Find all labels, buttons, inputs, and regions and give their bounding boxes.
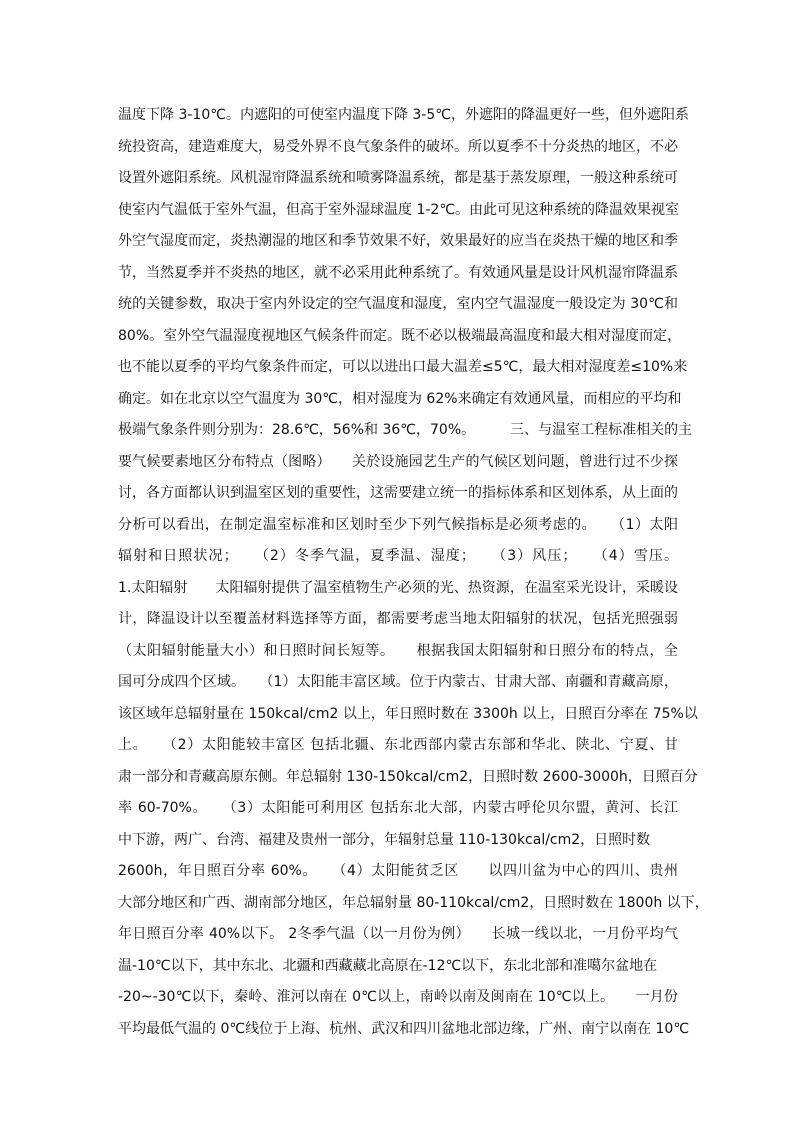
text-line: 外空气湿度而定，炎热潮湿的地区和季节效果不好，效果最好的应当在炎热干燥的地区和季 bbox=[118, 233, 678, 249]
text-line: 辐射和日照状况； （2）冬季气温，夏季温、湿度； （3）风压； （4）雪压。 bbox=[118, 548, 678, 564]
text-line: 要气候要素地区分布特点（图略） 关於设施园艺生产的气候区划问题，曾进行过不少探 bbox=[118, 453, 678, 470]
text-line: 设置外遮阳系统。风机湿帘降温系统和喷雾降温系统，都是基于蒸发原理，一般这种系统可 bbox=[118, 170, 678, 186]
text-line: 也不能以夏季的平均气象条件而定，可以以进出口最大温差≤5℃，最大相对湿度差≤10%来 bbox=[118, 359, 688, 375]
text-line: 使室内气温低于室外气温，但高于室外湿球温度 1-2℃。由此可见这种系统的降温效果视室 bbox=[118, 201, 680, 218]
text-line: 温-10℃以下，其中东北、北疆和西藏藏北高原在-12℃以下，东北北部和准噶尔盆地在 bbox=[118, 957, 658, 974]
text-line: 率 60-70%。 （3）太阳能可利用区 包括东北大部，内蒙古呼伦贝尔盟，黄河、长江 bbox=[118, 800, 678, 816]
text-line: 年日照百分率 40%以下。 2冬季气温（以一月份为例） 长城一线以北，一月份平均气 bbox=[118, 926, 678, 942]
text-line: 80%。室外空气温湿度视地区气候条件而定。既不必以极端最高温度和最大相对湿度而定， bbox=[118, 327, 682, 344]
text-line: -20~-30℃以下，秦岭、淮河以南在 0℃以上，南岭以南及闽南在 10℃以上。 一月份 bbox=[118, 989, 678, 1005]
text-line: 温度下降 3-10℃。内遮阳的可使室内温度下降 3-5℃，外遮阳的降温更好一些，但外遮阳系 bbox=[118, 107, 689, 123]
text-line: 上。 （2）太阳能较丰富区 包括北疆、东北西部内蒙古东部和华北、陕北、宁夏、甘 bbox=[118, 737, 678, 753]
text-line: 计，降温设计以至覆盖材料选择等方面，都需要考虑当地太阳辐射的状况，包括光照强弱 bbox=[118, 611, 678, 627]
text-line: 分析可以看出，在制定温室标准和区划时至少下列气候指标是必须考虑的。 （1）太阳 bbox=[118, 516, 678, 533]
text-line: 大部分地区和广西、湖南部分地区，年总辐射量 80-110kcal/cm2，日照时数在 1800h 以下， bbox=[118, 894, 709, 911]
text-line: （太阳辐射能量大小）和日照时间长短等。 根据我国太阳辐射和日照分布的特点，全 bbox=[118, 642, 678, 659]
text-line: 节，当然夏季并不炎热的地区，就不必采用此种系统了。有效通风量是设计风机湿帘降温系 bbox=[118, 264, 678, 281]
text-line: 确定。如在北京以空气温度为 30℃，相对湿度为 62%来确定有效通风量，而相应的平均和 bbox=[118, 390, 682, 407]
text-line: 国可分成四个区域。 （1）太阳能丰富区域。位于内蒙古、甘肃大部、南疆和青藏高原， bbox=[118, 674, 678, 690]
text-line: 统的关键参数，取决于室内外设定的空气温度和湿度，室内空气温湿度一般设定为 30℃和 bbox=[118, 296, 678, 312]
text-line: 极端气象条件则分别为：28.6℃，56%和 36℃，70%。 三、与温室工程标准相关的主 bbox=[118, 422, 693, 438]
text-line: 中下游，两广、台湾、福建及贵州一部分，年辐射总量 110-130kcal/cm2，日照时数 bbox=[118, 831, 651, 848]
body-text bbox=[118, 100, 709, 1045]
text-line: 1.太阳辐射 太阳辐射提供了温室植物生产必须的光、热资源，在温室采光设计，采暖设 bbox=[118, 579, 678, 596]
text-line: 平均最低气温的 0℃线位于上海、杭州、武汉和四川盆地北部边缘，广州、南宁以南在 10℃ bbox=[118, 1020, 690, 1037]
text-line: 2600h，年日照百分率 60%。 （4）太阳能贫乏区 以四川盆为中心的四川、贵州 bbox=[118, 863, 678, 879]
text-line: 讨，各方面都认识到温室区划的重要性，这需要建立统一的指标体系和区划体系，从上面的 bbox=[118, 485, 678, 501]
text-line: 肃一部分和青藏高原东侧。年总辐射 130-150kcal/cm2，日照时数 2600-3000h，日照百分 bbox=[118, 768, 698, 785]
text-line: 统投资高，建造难度大，易受外界不良气象条件的破坏。所以夏季不十分炎热的地区，不必 bbox=[118, 138, 678, 155]
text-line: 该区域年总辐射量在 150kcal/cm2 以上，年日照时数在 3300h 以上，日照百分率在 75%以 bbox=[118, 705, 698, 722]
